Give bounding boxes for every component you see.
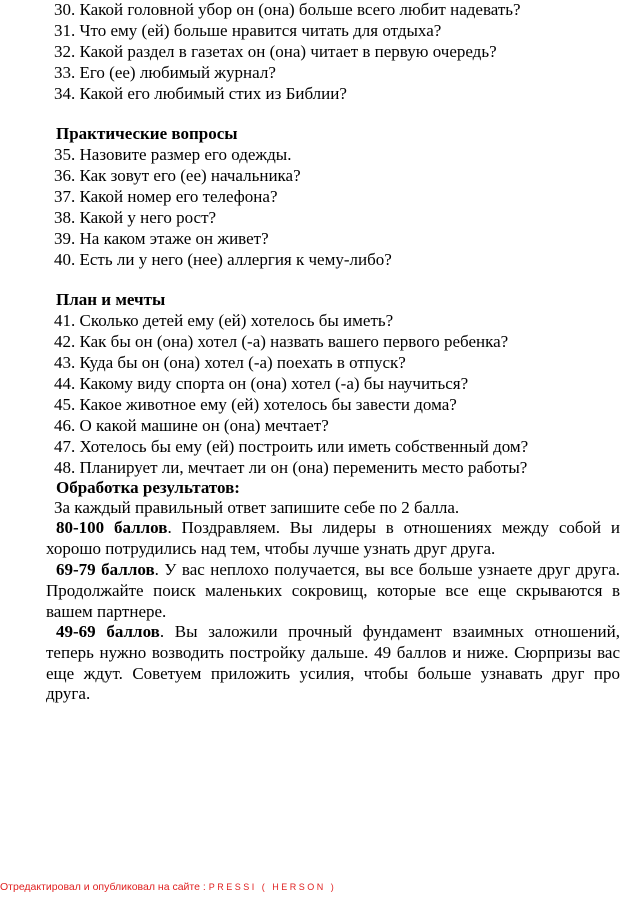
score-range: 49-69 баллов [56, 622, 160, 641]
section-heading: План и мечты [56, 290, 166, 309]
question-35: 35. Назовите размер его одежды. [54, 145, 292, 164]
result-paragraph-69-79 [46, 560, 620, 622]
question-31: 31. Что ему (ей) больше нравится читать для отдыха? [54, 21, 442, 40]
question-37: 37. Какой номер его телефона? [54, 187, 278, 206]
question-36: 36. Как зовут его (ее) начальника? [54, 166, 301, 185]
question-45: 45. Какое животное ему (ей) хотелось бы завести дома? [54, 395, 457, 414]
question-30: 30. Какой головной убор он (она) больше всего любит надевать? [54, 0, 521, 19]
question-38: 38. Какой у него рост? [54, 208, 217, 227]
score-range: 80-100 баллов [56, 518, 168, 537]
question-42: 42. Как бы он (она) хотел (-а) назвать вашего первого ребенка? [54, 332, 509, 351]
question-48: 48. Планирует ли, мечтает ли он (она) переменить место работы? [54, 458, 528, 477]
results-intro: За каждый правильный ответ запишите себе по 2 балла. [54, 498, 460, 517]
result-text: . Вы заложили прочный фундамент взаимных отношений, теперь нужно возводить постройку дальше. 49 баллов и ниже. Сюрпризы вас еще ждут. Советуем приложить усилия, чтобы больше узнавать друг про друга. [46, 622, 620, 704]
score-range: 69-79 баллов [56, 560, 155, 579]
footer-site-link[interactable]: PRESSI ( HERSON ) [208, 882, 337, 892]
footer-text: Отредактировал и опубликовал на сайте : [0, 881, 209, 893]
result-paragraph-80-100 [46, 518, 620, 560]
result-paragraph-49-69 [46, 622, 620, 705]
results-heading: Обработка результатов: [56, 478, 240, 497]
question-39: 39. На каком этаже он живет? [54, 229, 269, 248]
question-32: 32. Какой раздел в газетах он (она) читает в первую очередь? [54, 42, 497, 61]
question-46: 46. О какой машине он (она) мечтает? [54, 416, 329, 435]
section-heading: Практические вопросы [56, 124, 238, 143]
publisher-footer [0, 880, 336, 894]
result-text: . У вас неплохо получается, вы все больше узнаете друг друга. Продолжайте поиск маленьких сокровищ, которые все еще скрываются в вашем партнере. [46, 560, 620, 621]
result-text: . Поздравляем. Вы лидеры в отношениях между собой и хорошо потрудились над тем, чтобы лучше узнать друг друга. [46, 518, 620, 558]
question-47: 47. Хотелось бы ему (ей) построить или иметь собственный дом? [54, 437, 529, 456]
question-33: 33. Его (ее) любимый журнал? [54, 63, 276, 82]
question-34: 34. Какой его любимый стих из Библии? [54, 84, 347, 103]
question-41: 41. Сколько детей ему (ей) хотелось бы иметь? [54, 311, 394, 330]
question-44: 44. Какому виду спорта он (она) хотел (-а) бы научиться? [54, 374, 469, 393]
question-40: 40. Есть ли у него (нее) аллергия к чему-либо? [54, 250, 392, 269]
question-43: 43. Куда бы он (она) хотел (-а) поехать в отпуск? [54, 353, 406, 372]
